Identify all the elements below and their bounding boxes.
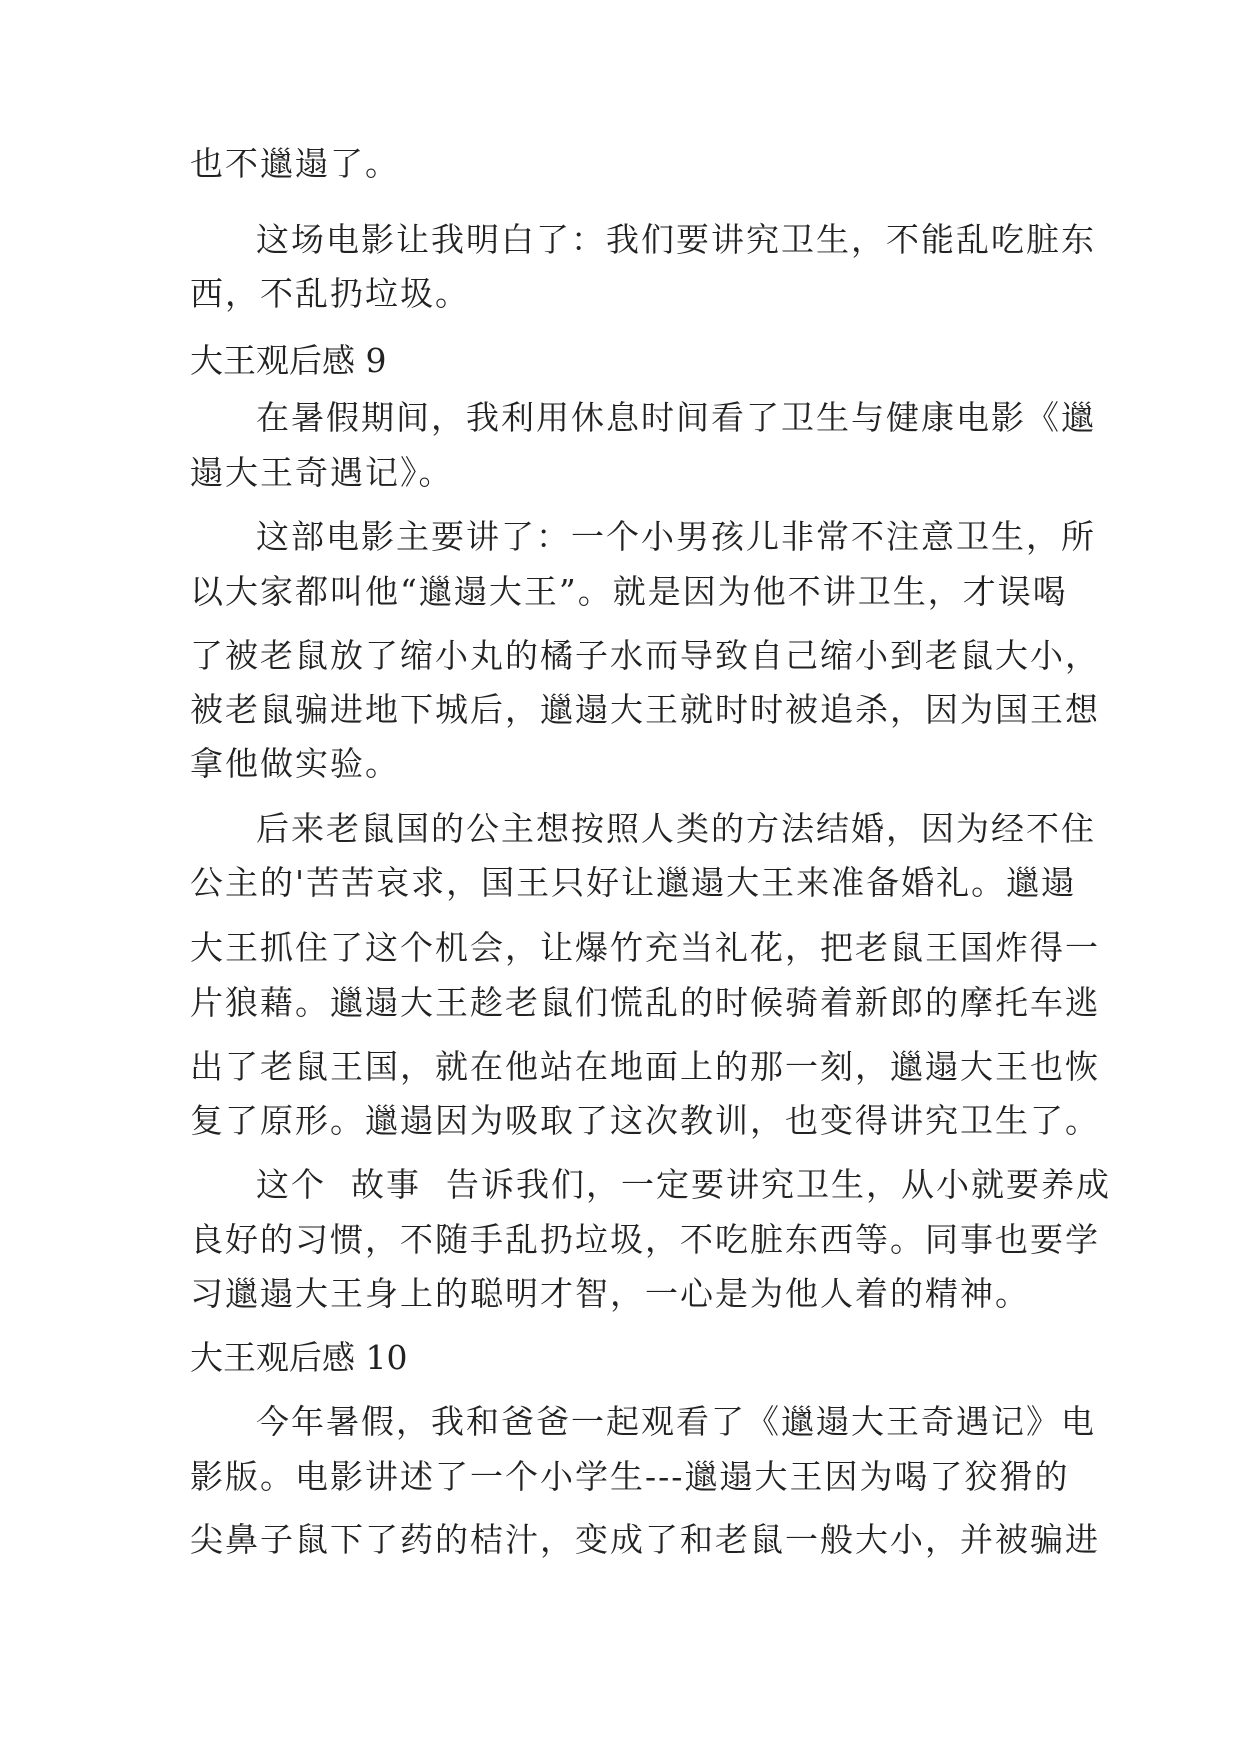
text-line: 也不邋遢了。	[190, 144, 400, 183]
section-heading: 大王观后感 9	[190, 341, 387, 380]
paragraph-first-line: 这个 故事 告诉我们，一定要讲究卫生，从小就要养成	[256, 1165, 1111, 1204]
text-line: 公主的'苦苦哀求，国王只好让邋遢大王来准备婚礼。邋遢	[190, 863, 1077, 902]
paragraph-first-line: 这部电影主要讲了：一个小男孩儿非常不注意卫生，所	[256, 517, 1096, 556]
text-line: 大王抓住了这个机会，让爆竹充当礼花，把老鼠王国炸得一	[190, 928, 1100, 967]
text-line: 良好的习惯，不随手乱扔垃圾，不吃脏东西等。同事也要学	[190, 1220, 1100, 1259]
text-line: 习邋遢大王身上的聪明才智，一心是为他人着的精神。	[190, 1274, 1030, 1313]
paragraph-first-line: 后来老鼠国的公主想按照人类的方法结婚，因为经不住	[256, 809, 1096, 848]
section-heading: 大王观后感 10	[190, 1338, 408, 1377]
text-line: 尖鼻子鼠下了药的桔汁，变成了和老鼠一般大小，并被骗进	[190, 1520, 1100, 1559]
text-line: 遢大王奇遇记》。	[190, 453, 454, 492]
text-line: 以大家都叫他“邋遢大王”。就是因为他不讲卫生，才误喝	[190, 572, 1068, 611]
text-line: 出了老鼠王国，就在他站在地面上的那一刻，邋遢大王也恢	[190, 1047, 1100, 1086]
text-line: 被老鼠骗进地下城后，邋遢大王就时时被追杀，因为国王想	[190, 690, 1100, 729]
text-line: 影版。电影讲述了一个小学生---邋遢大王因为喝了狡猾的	[190, 1457, 1070, 1496]
text-line: 西，不乱扔垃圾。	[190, 274, 470, 313]
paragraph-first-line: 这场电影让我明白了：我们要讲究卫生，不能乱吃脏东	[256, 220, 1096, 259]
paragraph-first-line: 今年暑假，我和爸爸一起观看了《邋遢大王奇遇记》电	[256, 1402, 1096, 1441]
text-line: 复了原形。邋遢因为吸取了这次教训，也变得讲究卫生了。	[190, 1101, 1100, 1140]
text-line: 片狼藉。邋遢大王趁老鼠们慌乱的时候骑着新郎的摩托车逃	[190, 983, 1100, 1022]
paragraph-first-line: 在暑假期间，我利用休息时间看了卫生与健康电影《邋	[256, 398, 1096, 437]
text-line: 了被老鼠放了缩小丸的橘子水而导致自己缩小到老鼠大小，	[190, 636, 1100, 675]
text-line: 拿他做实验。	[190, 744, 400, 783]
